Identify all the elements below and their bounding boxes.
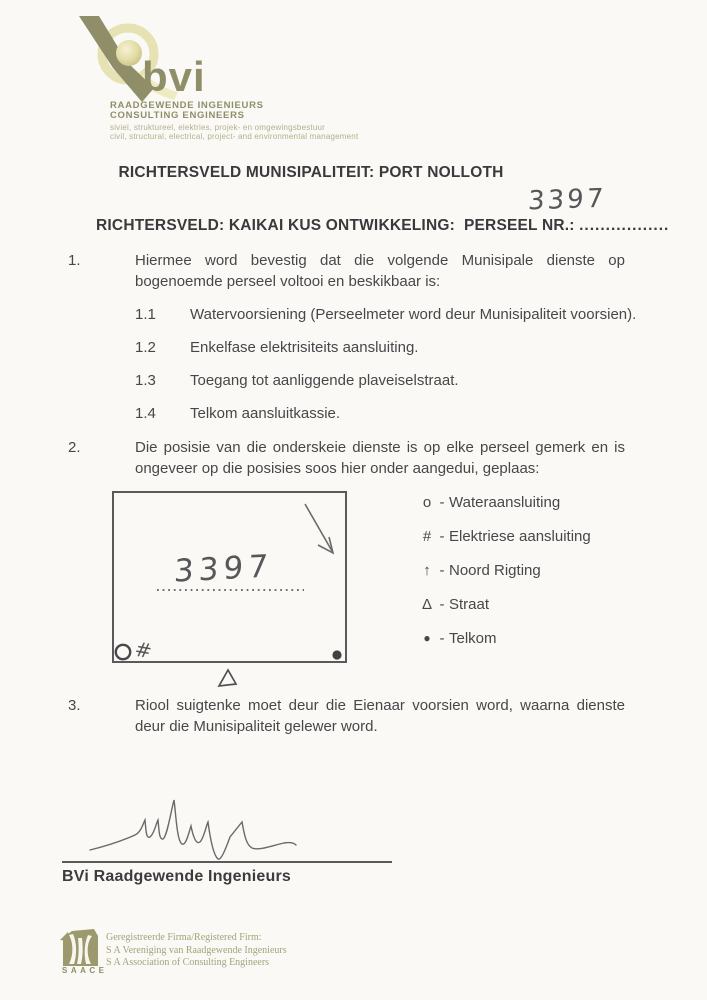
- signature-line: [62, 861, 392, 863]
- list-item: [135, 370, 636, 391]
- water-connection-icon: [116, 645, 130, 659]
- logo-name-english: CONSULTING ENGINEERS: [110, 110, 245, 121]
- legend-separator: -: [439, 562, 445, 579]
- section-3-number: 3.: [68, 697, 81, 714]
- legend-separator: -: [439, 630, 445, 647]
- saace-badge-icon: [60, 928, 102, 970]
- legend-label: Telkom: [449, 630, 497, 647]
- subtitle-text: RICHTERSVELD: KAIKAI KUS ONTWIKKELING: PERSEEL NR.:: [96, 217, 580, 234]
- legend: [419, 492, 591, 662]
- north-arrow-symbol: ↑: [423, 562, 431, 579]
- section-3: [68, 695, 625, 737]
- legend-label: Noord Rigting: [449, 562, 541, 579]
- subsection-list: [135, 304, 636, 436]
- legend-item-street: [419, 594, 591, 615]
- subsection-number: 1.1: [135, 306, 156, 323]
- signature-icon: [60, 793, 400, 868]
- subsection-text: Toegang tot aanliggende plaveiselstraat.: [190, 372, 459, 389]
- registered-firm-label: Geregistreerde Firma/Registered Firm:: [106, 932, 262, 943]
- signatory-company: BVi Raadgewende Ingenieurs: [62, 868, 291, 885]
- section-1-text: Hiermee word bevestig dat die volgende Munisipale dienste op bogenoemde perseel voltooi en beskikbaar is:: [135, 252, 625, 290]
- legend-item-telkom: [419, 628, 591, 649]
- street-symbol: Δ: [421, 596, 433, 613]
- plot-diagram: [112, 491, 347, 691]
- subsection-text: Enkelfase elektrisiteits aansluiting.: [190, 339, 419, 356]
- list-item: [135, 337, 636, 358]
- legend-separator: -: [439, 596, 445, 613]
- legend-item-electricity: [419, 526, 591, 547]
- water-symbol: o: [422, 494, 432, 511]
- subsection-number: 1.4: [135, 405, 156, 422]
- legend-label: Straat: [449, 596, 490, 613]
- perseel-number-handwritten: 3397: [527, 183, 607, 217]
- list-item: [135, 304, 636, 325]
- list-item: [135, 403, 636, 424]
- section-1-number: 1.: [68, 252, 81, 269]
- bvi-brand-text: bvi: [142, 53, 206, 100]
- association-afrikaans: S A Vereniging van Raadgewende Ingenieurs: [106, 944, 287, 956]
- legend-label: Wateraansluiting: [449, 494, 561, 511]
- logo-name-afrikaans: RAADGEWENDE INGENIEURS: [110, 100, 264, 111]
- section-2-number: 2.: [68, 439, 81, 456]
- registered-firm-note: [106, 932, 287, 970]
- telkom-symbol: ●: [423, 631, 431, 645]
- electricity-symbol: #: [422, 528, 432, 545]
- logo-services-english: civil, structural, electrical, project- and environmental management: [110, 132, 359, 141]
- legend-label: Elektriese aansluiting: [449, 528, 591, 545]
- legend-item-north: [419, 560, 591, 581]
- legend-separator: -: [439, 528, 445, 545]
- association-english: S A Association of Consulting Engineers: [106, 957, 270, 968]
- section-3-text: Riool suigtenke moet deur die Eienaar voorsien word, waarna dienste deur die Munisipaliteit gelewer word.: [135, 697, 625, 735]
- section-2-text: Die posisie van die onderskeie dienste is op elke perseel gemerk en is ongeveer op die posisies soos hier onder aangedui, geplaas:: [135, 439, 625, 477]
- subsection-text: Watervoorsiening (Perseelmeter word deur Munisipaliteit voorsien).: [190, 306, 637, 323]
- telkom-connection-icon: [332, 650, 341, 659]
- subsection-text: Telkom aansluitkassie.: [190, 405, 341, 422]
- section-2: [68, 437, 625, 479]
- plot-number-handwritten: 3397: [173, 548, 274, 590]
- logo-services-afrikaans: siviel, struktureel, elektries, projek- en omgewingsbestuur: [110, 123, 325, 132]
- street-triangle-icon: [219, 670, 236, 686]
- legend-item-water: [419, 492, 591, 513]
- subtitle-dotted-line: .................: [579, 217, 670, 234]
- north-arrow-icon: [305, 504, 333, 553]
- saace-acronym: SAACE: [62, 966, 108, 975]
- subsection-number: 1.2: [135, 339, 156, 356]
- section-1: [68, 250, 625, 292]
- document-title: RICHTERSVELD MUNISIPALITEIT: PORT NOLLOTH: [118, 164, 504, 181]
- electricity-hash-icon: #: [133, 636, 154, 664]
- legend-separator: -: [439, 494, 445, 511]
- subsection-number: 1.3: [135, 372, 156, 389]
